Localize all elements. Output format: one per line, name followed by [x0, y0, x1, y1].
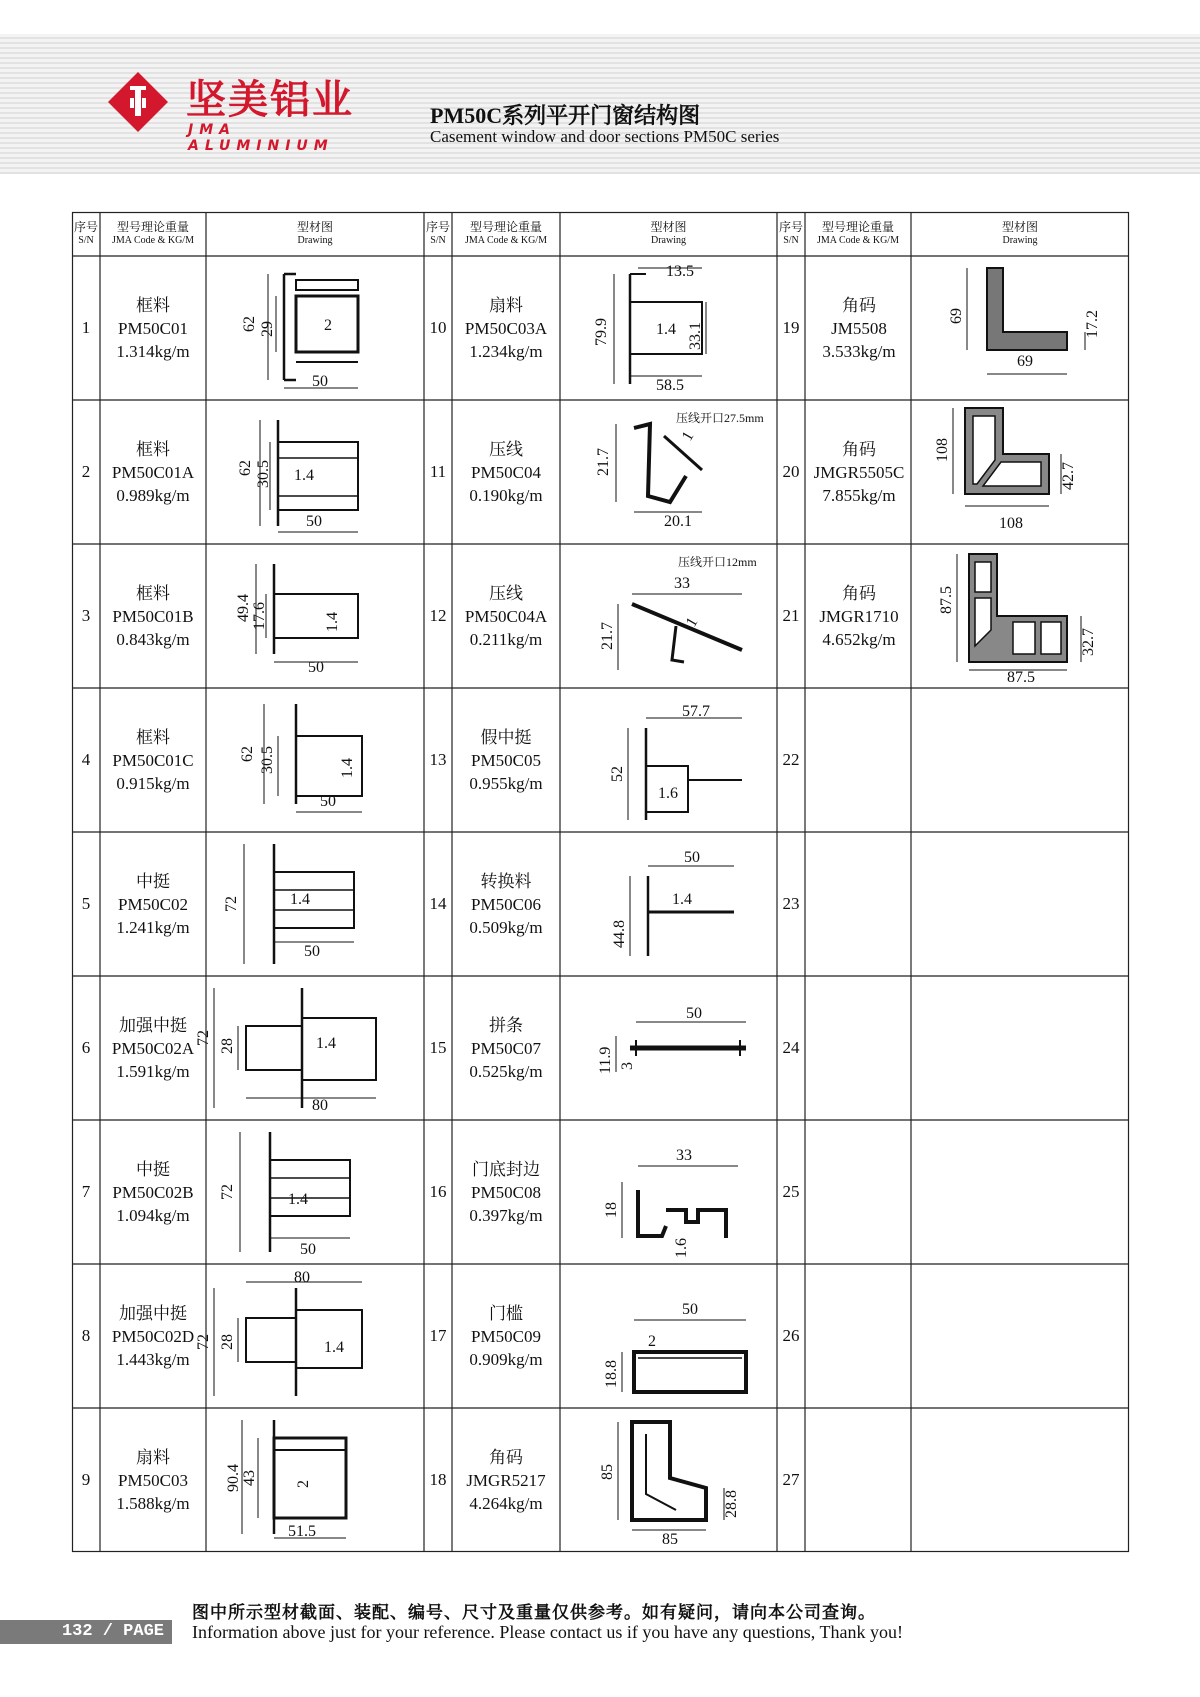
dim-height-inner: 28 [219, 1334, 236, 1350]
dim-height: 18.8 [603, 1360, 620, 1388]
header-code: 型号理论重量 JMA Code & KG/M [817, 220, 899, 246]
profile-drawing-6 [195, 982, 418, 1116]
dim-width: 51.5 [288, 1523, 316, 1540]
dim-width: 108 [999, 515, 1023, 532]
row-sn: 6 [81, 1038, 91, 1057]
dim-wall: 2 [648, 1333, 656, 1350]
brand-logo [108, 70, 388, 154]
dim-wall: 1.4 [316, 1035, 336, 1052]
dim-wall: 2 [324, 317, 332, 334]
row-code-block: 角码 JM5508 3.533kg/m [822, 296, 896, 361]
dim-height: 72 [195, 1334, 212, 1350]
dim-height: 79.9 [593, 318, 610, 346]
dim-width: 50 [306, 513, 322, 530]
dim-width: 33 [676, 1147, 692, 1164]
row-code-block: 压线 PM50C04 0.190kg/m [469, 440, 543, 505]
dim-width: 85 [662, 1531, 678, 1548]
dim-height-leg: 28.8 [723, 1490, 740, 1518]
row-sn: 15 [429, 1038, 447, 1057]
dim-wall: 3 [619, 1062, 636, 1070]
dim-wall: 1.4 [656, 321, 676, 338]
dim-height-inner: 29 [259, 321, 276, 337]
row-code-block: 加强中挺 PM50C02D 1.443kg/m [111, 1304, 195, 1369]
dim-width: 69 [1017, 353, 1033, 370]
page-title-en: Casement window and door sections PM50C series [430, 127, 780, 146]
dim-height: 62 [239, 746, 256, 762]
dim-height: 72 [195, 1030, 212, 1046]
dim-height-leg: 32.7 [1080, 628, 1097, 656]
row-sn: 10 [429, 318, 447, 337]
profile-drawing-8 [195, 1269, 418, 1404]
profile-drawing-13 [566, 694, 772, 828]
row-code-block: 框料 PM50C01B 0.843kg/m [112, 584, 194, 649]
row-code-block: 角码 JMGR5505C 7.855kg/m [813, 440, 905, 505]
row-sn: 1 [81, 318, 91, 337]
row-code-block: 中挺 PM50C02B 1.094kg/m [112, 1160, 194, 1225]
row-sn: 12 [429, 606, 447, 625]
dim-wall: 1.6 [658, 785, 678, 802]
header-sn: 序号 S/N [778, 220, 803, 246]
dim-opening-note: 压线开口27.5mm [676, 411, 764, 425]
row-sn: 24 [782, 1038, 800, 1057]
row-code-block: 转换料 PM50C06 0.509kg/m [469, 872, 543, 937]
row-code-block: 角码 JMGR5217 4.264kg/m [466, 1448, 546, 1513]
profile-drawing-10 [566, 262, 772, 396]
profile-drawing-18 [566, 1414, 772, 1548]
dim-width: 58.5 [656, 377, 684, 394]
dim-height: 52 [609, 766, 626, 782]
row-code-block: 中挺 PM50C02 1.241kg/m [116, 872, 190, 937]
profile-table [72, 212, 1129, 1552]
brand-name-cn: 坚美铝业 [186, 77, 354, 123]
row-code-block: 角码 JMGR1710 4.652kg/m [819, 584, 899, 649]
dim-height-inner: 28 [219, 1038, 236, 1054]
dim-wall: 2 [295, 1480, 312, 1488]
dim-height: 62 [241, 316, 258, 332]
row-sn: 27 [782, 1470, 800, 1489]
row-sn: 3 [81, 606, 91, 625]
profile-drawing-21 [917, 550, 1123, 684]
header-code: 型号理论重量 JMA Code & KG/M [112, 220, 194, 246]
dim-wall: 1 [678, 428, 698, 444]
dim-wall: 1.4 [288, 1191, 308, 1208]
dim-width: 87.5 [1007, 669, 1035, 686]
dim-height: 44.8 [611, 920, 628, 948]
header-sn: 序号 S/N [425, 220, 450, 246]
dim-width: 50 [686, 1005, 702, 1022]
dim-height: 90.4 [225, 1464, 242, 1492]
dim-height: 72 [219, 1184, 236, 1200]
profile-drawing-17 [566, 1270, 772, 1404]
dim-height: 87.5 [938, 586, 955, 614]
dim-top: 13.5 [666, 263, 694, 280]
row-sn: 2 [81, 462, 91, 481]
row-sn: 23 [782, 894, 800, 913]
row-sn: 11 [429, 462, 447, 481]
header-drawing: 型材图 Drawing [650, 220, 687, 246]
dim-wall: 1 [682, 614, 702, 630]
row-code-block: 框料 PM50C01 1.314kg/m [116, 296, 190, 361]
row-code-block: 门槛 PM50C09 0.909kg/m [469, 1304, 543, 1369]
row-sn: 4 [81, 750, 91, 769]
page-number-badge: 132 / PAGE [0, 1620, 172, 1644]
row-code-block: 扇料 PM50C03 1.588kg/m [116, 1448, 190, 1513]
dim-height-inner: 43 [241, 1470, 258, 1486]
dim-height: 85 [599, 1464, 616, 1480]
header-code: 型号理论重量 JMA Code & KG/M [465, 220, 547, 246]
profile-drawing-19 [917, 262, 1123, 396]
row-sn: 5 [81, 894, 91, 913]
profile-drawing-14 [566, 838, 772, 972]
dim-width: 80 [294, 1269, 310, 1286]
row-sn: 26 [782, 1326, 800, 1345]
dim-height: 72 [223, 896, 240, 912]
dim-width: 50 [308, 659, 324, 676]
footer-note-en: Information above just for your reference. Please contact us if you have any questions, Thank you! [192, 1622, 903, 1642]
row-code-block: 压线 PM50C04A 0.211kg/m [464, 584, 548, 649]
row-sn: 7 [81, 1182, 91, 1201]
dim-width: 50 [300, 1241, 316, 1258]
row-code-block: 门底封边 PM50C08 0.397kg/m [469, 1160, 543, 1225]
dim-height: 69 [948, 308, 965, 324]
profile-drawing-16 [566, 1126, 772, 1260]
row-code-block: 加强中挺 PM50C02A 1.591kg/m [111, 1016, 195, 1081]
row-sn: 21 [782, 606, 800, 625]
profile-drawing-20 [917, 406, 1123, 540]
profile-drawing-12 [566, 550, 772, 684]
row-sn: 17 [429, 1326, 447, 1345]
dim-width: 80 [312, 1097, 328, 1114]
profile-drawing-1 [212, 262, 418, 396]
row-sn: 9 [81, 1470, 91, 1489]
row-sn: 22 [782, 750, 800, 769]
dim-height: 108 [934, 438, 951, 462]
dim-width: 50 [312, 373, 328, 390]
dim-wall: 1.4 [672, 891, 692, 908]
header-drawing: 型材图 Drawing [296, 220, 333, 246]
row-code-block: 拼条 PM50C07 0.525kg/m [469, 1016, 543, 1081]
dim-height: 21.7 [595, 448, 612, 476]
row-sn: 16 [429, 1182, 447, 1201]
dim-height-leg: 17.2 [1084, 310, 1101, 338]
dim-height: 11.9 [597, 1046, 614, 1074]
profile-drawing-5 [212, 838, 418, 972]
header-drawing: 型材图 Drawing [1001, 220, 1038, 246]
row-sn: 19 [782, 318, 800, 337]
dim-height-inner: 30.5 [259, 746, 276, 774]
dim-height-inner: 33.1 [687, 322, 704, 350]
dim-wall: 1.4 [294, 467, 314, 484]
profile-drawing-3 [212, 550, 418, 684]
jma-logo-icon [108, 72, 168, 132]
profile-drawing-9 [212, 1414, 418, 1548]
dim-width: 20.1 [664, 513, 692, 530]
dim-height: 62 [237, 460, 254, 476]
dim-wall: 1.4 [324, 612, 341, 632]
dim-wall: 1.6 [673, 1238, 690, 1258]
dim-width: 50 [320, 793, 336, 810]
dim-width: 50 [304, 943, 320, 960]
dim-width: 33 [674, 575, 690, 592]
dim-width: 50 [684, 849, 700, 866]
row-sn: 25 [782, 1182, 800, 1201]
header-sn: 序号 S/N [73, 220, 98, 246]
profile-drawing-4 [212, 694, 418, 828]
row-code-block: 框料 PM50C01A 0.989kg/m [111, 440, 195, 505]
row-code-block: 假中挺 PM50C05 0.955kg/m [469, 728, 543, 793]
profile-drawing-15 [566, 982, 772, 1116]
page-title-cn: PM50C系列平开门窗结构图 [430, 103, 701, 128]
footer-note-cn: 图中所示型材截面、装配、编号、尺寸及重量仅供参考。如有疑问，请向本公司查询。 [192, 1603, 876, 1623]
row-sn: 14 [429, 894, 447, 913]
row-code-block: 框料 PM50C01C 0.915kg/m [112, 728, 194, 793]
dim-wall: 1.4 [339, 758, 356, 778]
row-sn: 8 [81, 1326, 91, 1345]
dim-width: 50 [682, 1301, 698, 1318]
dim-height: 18 [603, 1202, 620, 1218]
dim-wall: 1.4 [324, 1339, 344, 1356]
row-sn: 13 [429, 750, 447, 769]
dim-height-inner: 30.5 [255, 460, 272, 488]
row-sn: 20 [782, 462, 800, 481]
dim-opening-note: 压线开口12mm [678, 555, 757, 569]
dim-height: 21.7 [599, 622, 616, 650]
dim-wall: 1.4 [290, 891, 310, 908]
dim-width: 57.7 [682, 703, 710, 720]
profile-drawing-7 [212, 1126, 418, 1260]
row-code-block: 扇料 PM50C03A 1.234kg/m [464, 296, 548, 361]
dim-height: 49.4 [235, 594, 252, 622]
dim-height-leg: 42.7 [1060, 462, 1077, 490]
dim-height-inner: 17.6 [251, 602, 268, 630]
row-sn: 18 [429, 1470, 447, 1489]
profile-drawing-2 [212, 406, 418, 540]
brand-name-en: JMA ALUMINIUM [188, 122, 334, 154]
profile-drawing-11 [566, 406, 772, 540]
